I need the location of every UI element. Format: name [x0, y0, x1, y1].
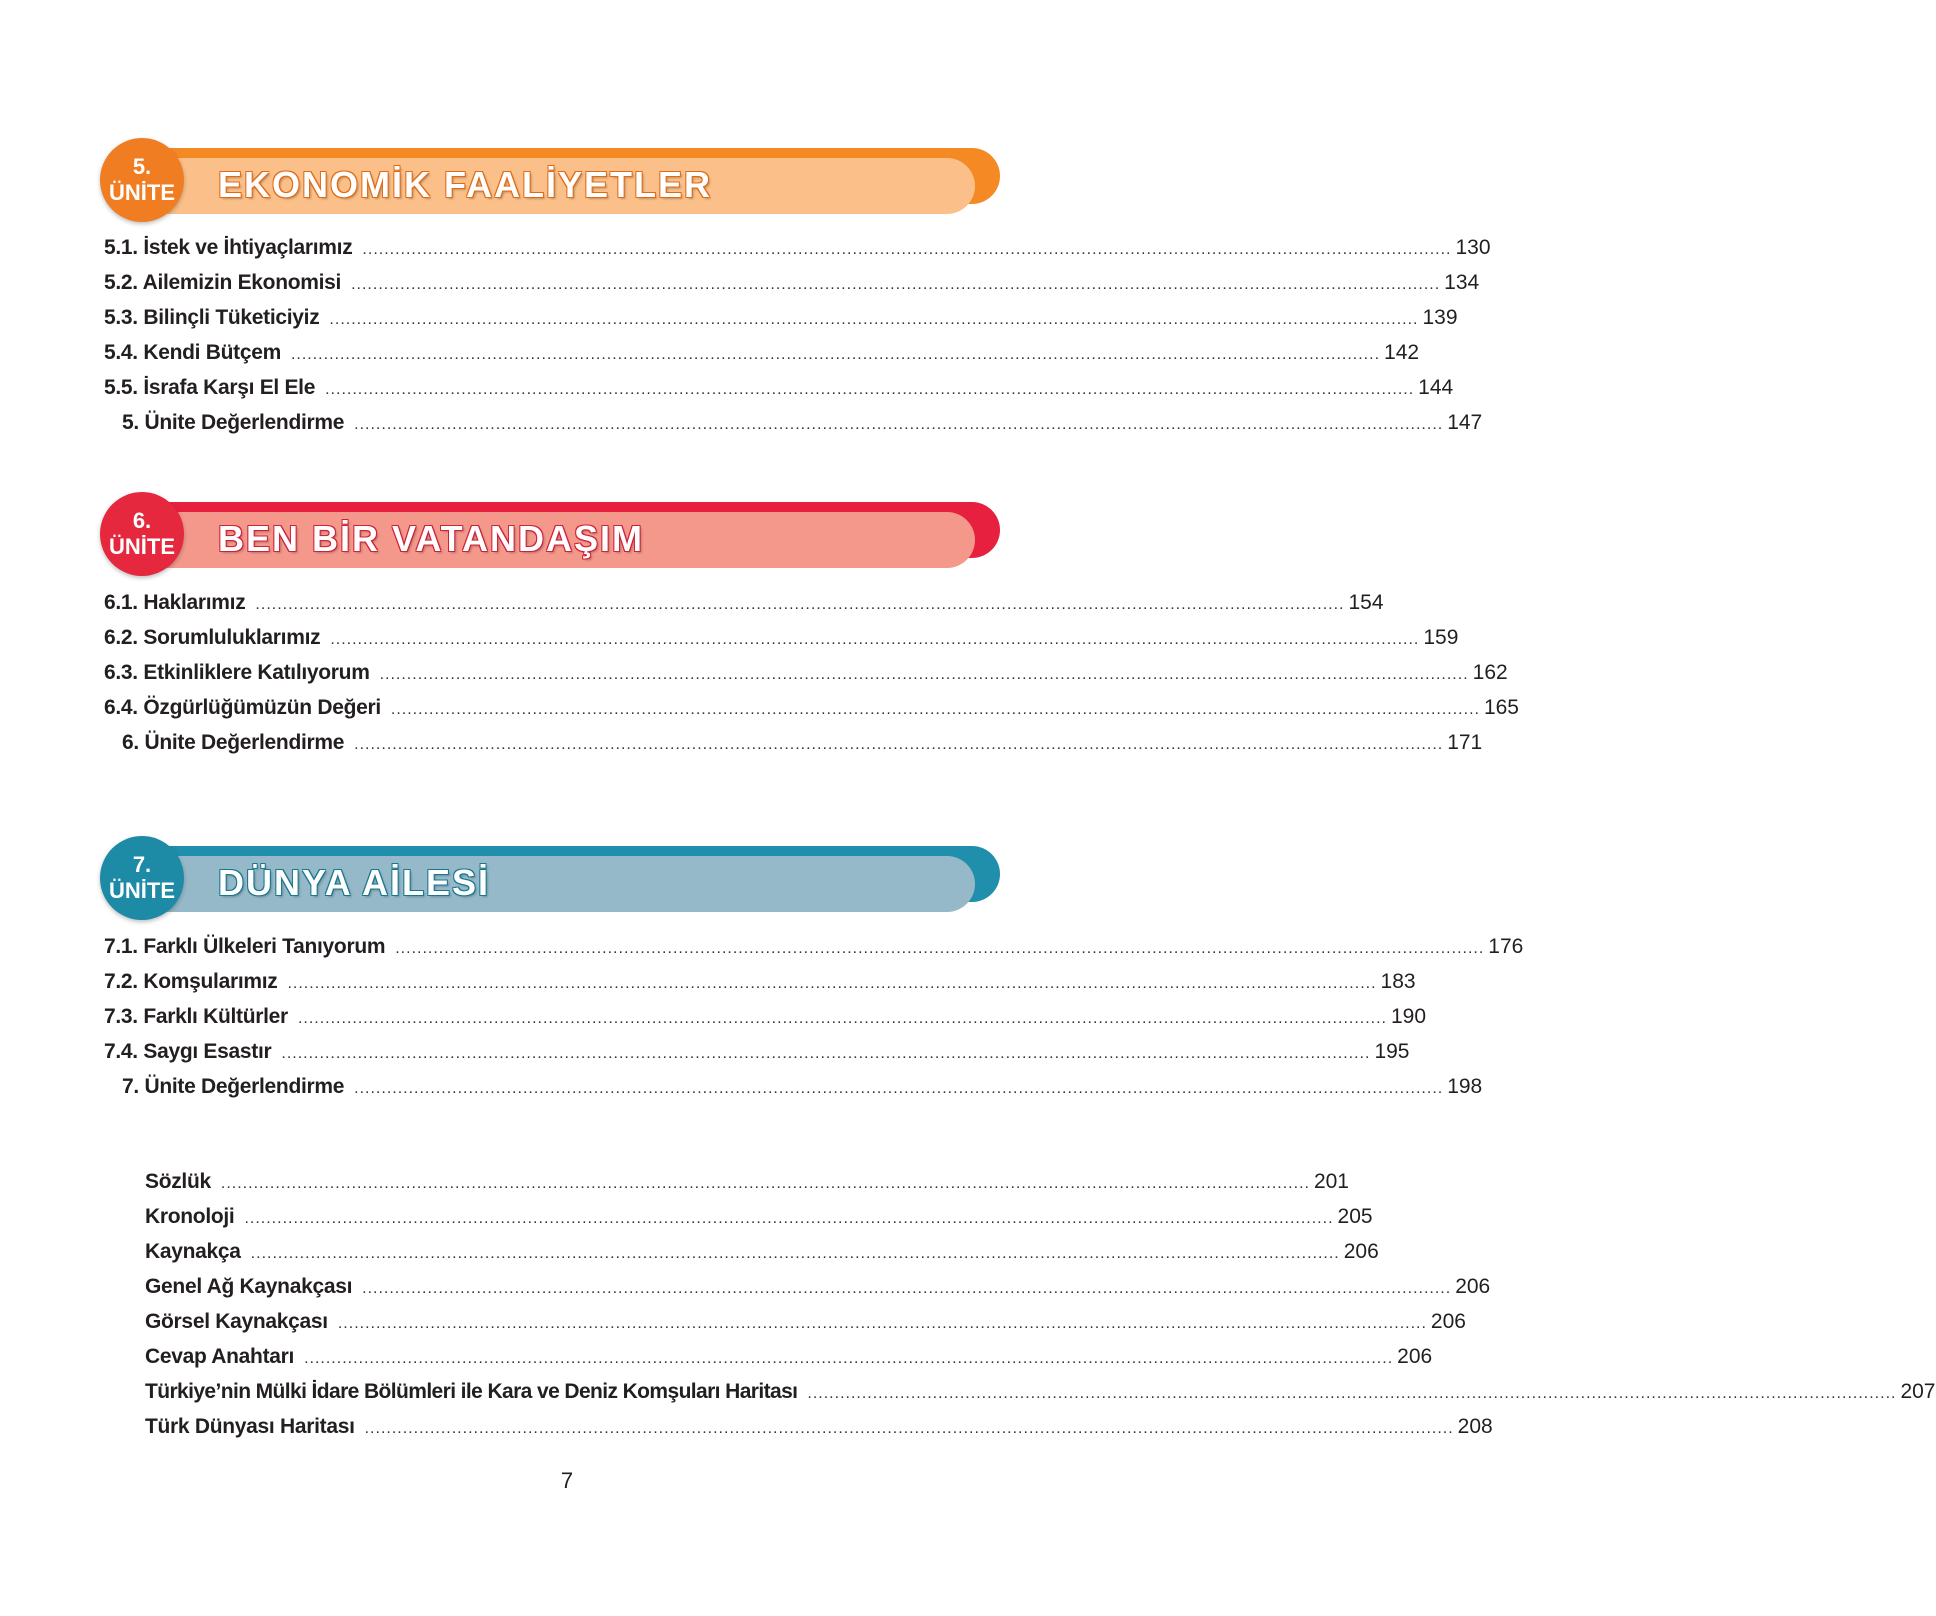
unit-badge	[100, 492, 184, 576]
toc-entry-label: Cevap Anahtarı	[145, 1345, 295, 1368]
toc-entry-label: 5.4. Kendi Bütçem	[104, 341, 281, 364]
appendix-toc	[145, 1170, 1936, 1450]
leader-dots: ........................................................................................................................................................................................................	[244, 1210, 1334, 1227]
toc-entry-page: 162	[1472, 661, 1508, 684]
toc-entry-page: 206	[1430, 1310, 1466, 1333]
toc-entry-page: 208	[1457, 1415, 1493, 1438]
toc-entry[interactable]	[104, 1040, 1410, 1075]
toc-entry[interactable]	[104, 411, 1483, 446]
toc-entry-label: 5. Ünite Değerlendirme	[122, 411, 345, 434]
toc-entry-label: Kronoloji	[145, 1205, 235, 1228]
leader-dots: ........................................................................................................................................................................................................	[390, 701, 1480, 718]
toc-entry-page: 176	[1488, 935, 1524, 958]
toc-entry-page: 142	[1384, 341, 1420, 364]
toc-entry-label: 5.5. İsrafa Karşı El Ele	[104, 376, 316, 399]
toc-entry[interactable]	[104, 306, 1458, 341]
toc-entry-page: 130	[1455, 236, 1491, 259]
toc-entry[interactable]	[104, 970, 1416, 1005]
toc-entry[interactable]	[104, 661, 1508, 696]
toc-entry-page: 159	[1423, 626, 1459, 649]
toc-entry-label: 5.3. Bilinçli Tüketiciyiz	[104, 306, 320, 329]
unit-7-toc	[104, 935, 1524, 1110]
toc-entry[interactable]	[145, 1310, 1466, 1345]
unit-number: 7.	[132, 852, 152, 877]
leader-dots: ........................................................................................................................................................................................................	[354, 416, 1444, 433]
leader-dots: ........................................................................................................................................................................................................	[287, 975, 1377, 992]
leader-dots: ........................................................................................................................................................................................................	[220, 1175, 1310, 1192]
leader-dots: ........................................................................................................................................................................................................	[351, 276, 1441, 293]
toc-entry-label: 7.2. Komşularımız	[104, 970, 278, 993]
toc-entry-page: 144	[1418, 376, 1454, 399]
unit-5-banner	[100, 138, 1000, 222]
toc-entry[interactable]	[145, 1240, 1379, 1275]
unit-6-toc	[104, 591, 1519, 766]
leader-dots: ........................................................................................................................................................................................................	[354, 736, 1444, 753]
unit-6-banner	[100, 492, 1000, 576]
toc-entry-page: 183	[1380, 970, 1416, 993]
toc-entry-page: 201	[1313, 1170, 1349, 1193]
toc-entry-page: 206	[1397, 1345, 1433, 1368]
toc-entry-label: 6. Ünite Değerlendirme	[122, 731, 345, 754]
toc-entry[interactable]	[104, 591, 1384, 626]
toc-entry[interactable]	[104, 626, 1459, 661]
toc-entry[interactable]	[104, 236, 1491, 271]
toc-entry-page: 154	[1348, 591, 1384, 614]
toc-entry[interactable]	[145, 1205, 1373, 1240]
leader-dots: ........................................................................................................................................................................................................	[354, 1080, 1444, 1097]
leader-dots: ........................................................................................................................................................................................................	[325, 381, 1415, 398]
unit-badge	[100, 138, 184, 222]
toc-entry-label: 7.3. Farklı Kültürler	[104, 1005, 288, 1028]
leader-dots: ........................................................................................................................................................................................................	[290, 346, 1381, 363]
leader-dots: ........................................................................................................................................................................................................	[255, 596, 1345, 613]
toc-entry-page: 171	[1447, 731, 1483, 754]
toc-entry[interactable]	[145, 1345, 1433, 1380]
leader-dots: ........................................................................................................................................................................................................	[250, 1245, 1340, 1262]
unit-word: ÜNİTE	[109, 534, 175, 559]
leader-dots: ........................................................................................................................................................................................................	[329, 311, 1419, 328]
toc-entry-label: 7. Ünite Değerlendirme	[122, 1075, 345, 1098]
leader-dots: ........................................................................................................................................................................................................	[807, 1385, 1897, 1402]
page-number: 7	[560, 1468, 574, 1493]
toc-entry-label: 6.3. Etkinliklere Katılıyorum	[104, 661, 370, 684]
leader-dots: ........................................................................................................................................................................................................	[362, 241, 1452, 258]
leader-dots: ........................................................................................................................................................................................................	[330, 631, 1420, 648]
leader-dots: ........................................................................................................................................................................................................	[395, 940, 1485, 957]
toc-entry-page: 206	[1343, 1240, 1379, 1263]
toc-entry[interactable]	[145, 1380, 1936, 1415]
unit-word: ÜNİTE	[109, 878, 175, 903]
toc-entry[interactable]	[104, 935, 1524, 970]
toc-entry-label: 7.1. Farklı Ülkeleri Tanıyorum	[104, 935, 386, 958]
unit-title: BEN BİR VATANDAŞIM	[218, 518, 644, 559]
toc-entry-label: 7.4. Saygı Esastır	[104, 1040, 272, 1063]
toc-entry-label: Türkiye’nin Mülki İdare Bölümleri ile Kara ve Deniz Komşuları Haritası	[145, 1380, 798, 1403]
unit-number: 5.	[132, 154, 152, 179]
toc-entry[interactable]	[104, 1005, 1427, 1040]
toc-entry-label: Sözlük	[145, 1170, 211, 1193]
toc-entry-page: 206	[1455, 1275, 1491, 1298]
toc-entry-page: 207	[1900, 1380, 1936, 1403]
toc-entry[interactable]	[104, 696, 1519, 731]
toc-entry-label: 6.1. Haklarımız	[104, 591, 246, 614]
unit-number: 6.	[132, 508, 152, 533]
leader-dots: ........................................................................................................................................................................................................	[337, 1315, 1427, 1332]
leader-dots: ........................................................................................................................................................................................................	[364, 1420, 1454, 1437]
toc-entry-page: 139	[1422, 306, 1458, 329]
toc-entry-page: 195	[1374, 1040, 1410, 1063]
toc-entry-label: 5.2. Ailemizin Ekonomisi	[104, 271, 342, 294]
toc-entry-label: Genel Ağ Kaynakçası	[145, 1275, 353, 1298]
toc-entry-page: 205	[1337, 1205, 1373, 1228]
toc-entry[interactable]	[104, 341, 1420, 376]
unit-7-banner	[100, 836, 1000, 920]
toc-entry-page: 134	[1444, 271, 1480, 294]
leader-dots: ........................................................................................................................................................................................................	[379, 666, 1469, 683]
toc-entry-label: Görsel Kaynakçası	[145, 1310, 328, 1333]
toc-entry-label: 6.2. Sorumluluklarımız	[104, 626, 321, 649]
toc-entry-label: Kaynakça	[145, 1240, 241, 1263]
toc-entry[interactable]	[104, 376, 1454, 411]
toc-entry-page: 190	[1391, 1005, 1427, 1028]
unit-5-toc	[104, 236, 1491, 446]
leader-dots: ........................................................................................................................................................................................................	[362, 1280, 1452, 1297]
unit-badge	[100, 836, 184, 920]
toc-entry[interactable]	[145, 1415, 1493, 1450]
toc-entry-page: 165	[1483, 696, 1519, 719]
leader-dots: ........................................................................................................................................................................................................	[281, 1045, 1371, 1062]
toc-entry-page: 147	[1447, 411, 1483, 434]
toc-entry-label: 6.4. Özgürlüğümüzün Değeri	[104, 696, 381, 719]
unit-title: EKONOMİK FAALİYETLER	[218, 164, 713, 205]
unit-word: ÜNİTE	[109, 180, 175, 205]
unit-title: DÜNYA AİLESİ	[218, 862, 491, 903]
leader-dots: ........................................................................................................................................................................................................	[304, 1350, 1394, 1367]
toc-entry[interactable]	[145, 1170, 1349, 1205]
toc-entry[interactable]	[145, 1275, 1491, 1310]
toc-entry-label: 5.1. İstek ve İhtiyaçlarımız	[104, 236, 353, 259]
toc-entry-label: Türk Dünyası Haritası	[145, 1415, 355, 1438]
toc-entry[interactable]	[104, 731, 1483, 766]
toc-entry[interactable]	[104, 271, 1480, 306]
toc-entry[interactable]	[104, 1075, 1483, 1110]
leader-dots: ........................................................................................................................................................................................................	[297, 1010, 1387, 1027]
toc-entry-page: 198	[1447, 1075, 1483, 1098]
